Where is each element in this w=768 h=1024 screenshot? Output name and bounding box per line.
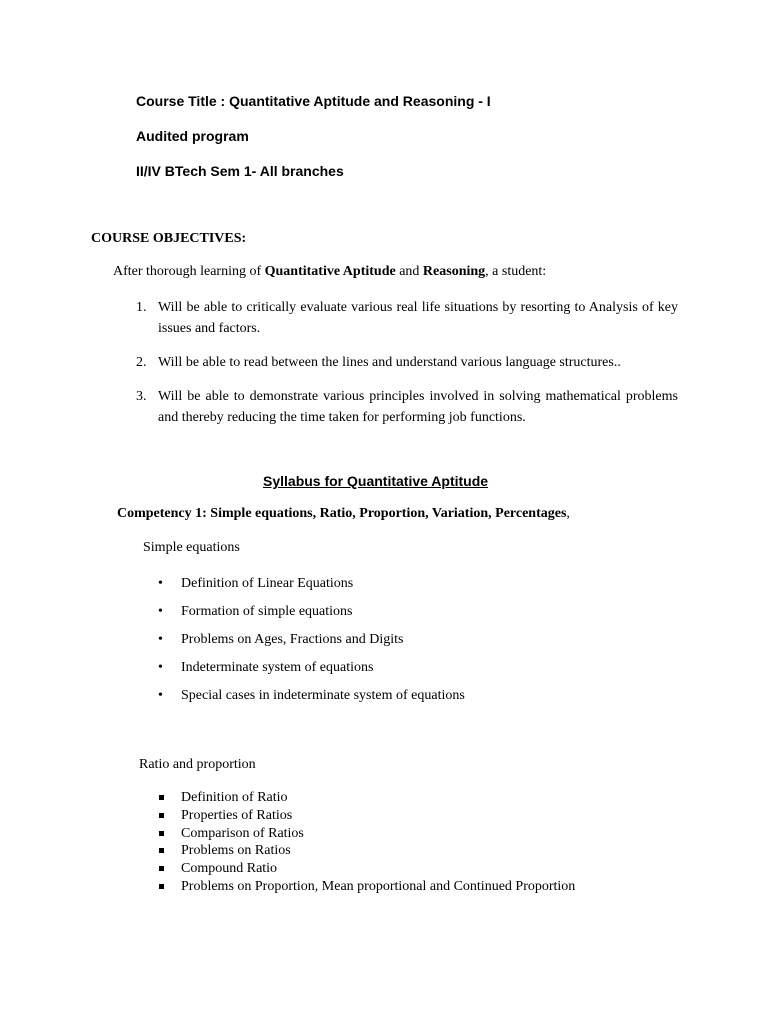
objective-item — [136, 297, 678, 339]
list-item: Compound Ratio — [158, 860, 575, 878]
intro-bold-reasoning: Reasoning — [422, 264, 486, 279]
list-item: • Indeterminate system of equations — [158, 659, 465, 677]
competency-heading — [117, 506, 570, 522]
objective-text: Will be able to demonstrate various principles involved in solving mathematical problems and thereby reducing the time taken for performing job functions. — [158, 389, 678, 425]
list-item: Comparison of Ratios — [158, 825, 575, 843]
intro-post: , a student: — [485, 264, 547, 279]
competency-text: Competency 1: Simple equations, Ratio, Proportion, Variation, Percentages — [117, 506, 567, 521]
semester-label: II/IV BTech Sem 1- All branches — [136, 163, 344, 179]
simple-equations-list — [158, 575, 465, 715]
objective-text: Will be able to read between the lines and understand various language structures.. — [158, 355, 621, 370]
objectives-intro — [113, 264, 546, 280]
list-item: • Special cases in indeterminate system of equations — [158, 687, 465, 705]
list-item: Problems on Ratios — [158, 842, 575, 860]
objectives-heading: COURSE OBJECTIVES: — [91, 231, 247, 246]
course-title: Course Title : Quantitative Aptitude and Reasoning - I — [136, 93, 491, 109]
intro-pre: After thorough learning of — [113, 264, 265, 279]
objective-number: 2. — [136, 355, 147, 370]
intro-bold-aptitude: Quantitative Aptitude — [264, 264, 396, 279]
syllabus-title: Syllabus for Quantitative Aptitude — [263, 473, 489, 489]
objective-item — [136, 352, 678, 373]
objective-text: Will be able to critically evaluate various real life situations by resorting to Analysis of key issues and factors. — [158, 300, 678, 336]
list-item: Properties of Ratios — [158, 807, 575, 825]
ratio-proportion-list — [158, 789, 575, 896]
list-item: • Formation of simple equations — [158, 603, 465, 621]
list-item: • Problems on Ages, Fractions and Digits — [158, 631, 465, 649]
competency-tail: , — [566, 506, 570, 521]
objective-item — [136, 386, 678, 428]
ratio-proportion-heading: Ratio and proportion — [139, 757, 256, 772]
objective-number: 1. — [136, 300, 147, 315]
list-item: Problems on Proportion, Mean proportional and Continued Proportion — [158, 878, 575, 896]
objective-number: 3. — [136, 389, 147, 404]
objectives-list — [136, 297, 678, 441]
intro-mid: and — [395, 264, 423, 279]
simple-equations-heading: Simple equations — [143, 540, 240, 555]
list-item: Definition of Ratio — [158, 789, 575, 807]
list-item: • Definition of Linear Equations — [158, 575, 465, 593]
program-label: Audited program — [136, 128, 249, 144]
